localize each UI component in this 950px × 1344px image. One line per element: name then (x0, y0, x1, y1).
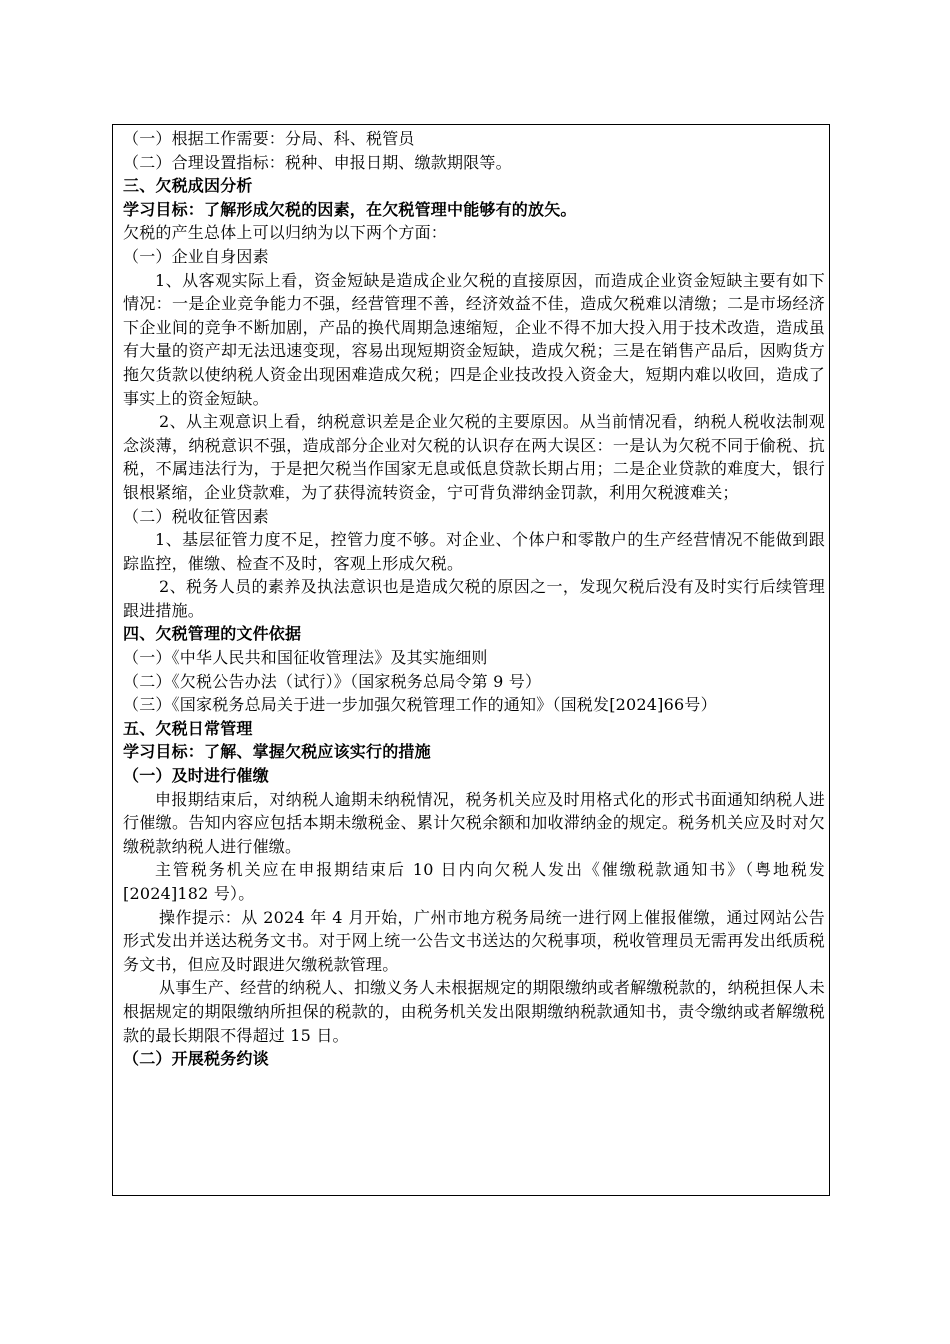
list-item: （一）《中华人民共和国征收管理法》及其实施细则 (123, 648, 488, 668)
paragraph: 主管税务机关应在申报期结束后 10 日内向欠税人发出《催缴税款通知书》（粤地税发[2024]182 号）。 (123, 860, 825, 903)
document-body (123, 127, 825, 1071)
paragraph: 从事生产、经营的纳税人、扣缴义务人未根据规定的期限缴纳或者解缴税款的，纳税担保人未根据规定的期限缴纳所担保的税款的，由税务机关发出限期缴纳税款通知书，责令缴纳或者解缴税款的最长期限不得超过 15 日。 (123, 978, 825, 1045)
section-heading: 四、欠税管理的文件依据 (123, 624, 302, 644)
learning-objective: 学习目标：了解形成欠税的因素，在欠税管理中能够有的放矢。 (123, 199, 577, 219)
section-heading: 三、欠税成因分析 (123, 176, 253, 196)
list-item: （二）合理设置指标：税种、申报日期、缴款期限等。 (123, 152, 512, 172)
learning-objective: 学习目标：了解、掌握欠税应该实行的措施 (123, 742, 431, 762)
subsection-heading: （一）及时进行催缴 (123, 766, 269, 786)
paragraph: 1、基层征管力度不足，控管力度不够。对企业、个体户和零散户的生产经营情况不能做到跟踪监控，催缴、检查不及时，客观上形成欠税。 (123, 530, 825, 573)
paragraph: 申报期结束后，对纳税人逾期未纳税情况，税务机关应及时用格式化的形式书面通知纳税人进行催缴。告知内容应包括本期未缴税金、累计欠税余额和加收滞纳金的规定。税务机关应及时对欠缴税款纳税人进行催缴。 (123, 789, 825, 856)
paragraph: 2、税务人员的素养及执法意识也是造成欠税的原因之一，发现欠税后没有及时实行后续管理跟进措施。 (123, 577, 825, 620)
paragraph: 操作提示：从 2024 年 4 月开始，广州市地方税务局统一进行网上催报催缴，通过网站公告形式发出并送达税务文书。对于网上统一公告文书送达的欠税事项，税收管理员无需再发出纸质税务文书，但应及时跟进欠缴税款管理。 (123, 907, 825, 974)
section-heading: 五、欠税日常管理 (123, 718, 253, 738)
list-item: （三）《国家税务总局关于进一步加强欠税管理工作的通知》（国税发[2024]66号） (123, 695, 717, 715)
document-table-cell (112, 124, 830, 1196)
paragraph: 2、从主观意识上看，纳税意识差是企业欠税的主要原因。从当前情况看，纳税人税收法制观念淡薄，纳税意识不强，造成部分企业对欠税的认识存在两大误区：一是认为欠税不同于偷税、抗税，不属违法行为，于是把欠税当作国家无息或低息贷款长期占用；二是企业贷款的难度大，银行银根紧缩，企业贷款难，为了获得流转资金，宁可背负滞纳金罚款，利用欠税渡难关； (123, 412, 825, 502)
subsection-heading: （二）开展税务约谈 (123, 1049, 269, 1069)
list-item: （一）根据工作需要：分局、科、税管员 (123, 129, 415, 148)
paragraph: 1、从客观实际上看，资金短缺是造成企业欠税的直接原因，而造成企业资金短缺主要有如下情况：一是企业竞争能力不强，经营管理不善，经济效益不佳，造成欠税难以清缴；二是市场经济下企业间的竞争不断加剧，产品的换代周期急速缩短，企业不得不加大投入用于技术改造，造成虽有大量的资产却无法迅速变现，容易出现短期资金短缺，造成欠税；三是在销售产品后，因购货方拖欠货款以使纳税人资金出现困难造成欠税；四是企业技改投入资金大，短期内难以收回，造成了事实上的资金短缺。 (123, 270, 825, 408)
paragraph: 欠税的产生总体上可以归纳为以下两个方面： (123, 223, 448, 243)
subsection-heading: （二）税收征管因素 (123, 506, 269, 526)
list-item: （二）《欠税公告办法（试行）》（国家税务总局令第 9 号） (123, 671, 542, 691)
subsection-heading: （一）企业自身因素 (123, 246, 269, 266)
